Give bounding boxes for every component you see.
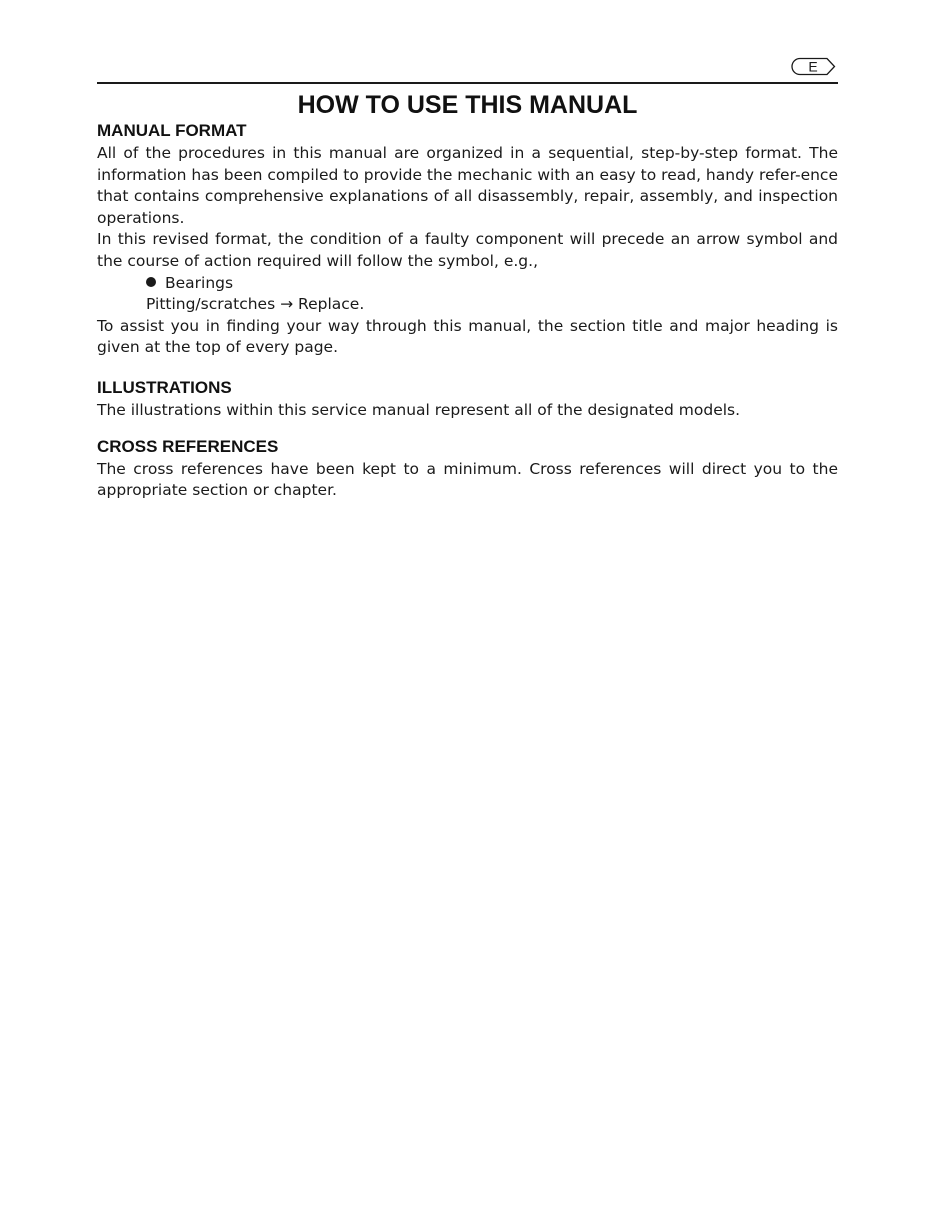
section-heading: MANUAL FORMAT (97, 121, 247, 140)
section-cross-references (97, 435, 838, 502)
language-badge (790, 57, 836, 76)
manual-content (97, 119, 838, 502)
section-heading: CROSS REFERENCES (97, 436, 279, 456)
language-badge-label: E (808, 58, 818, 75)
page-title: HOW TO USE THIS MANUAL (297, 91, 638, 119)
language-badge-outline (790, 57, 836, 76)
paragraph: The illustrations within this service manual represent all of the designated models. (97, 400, 741, 419)
paragraph: In this revised format, the condition of a faulty component will precede an arrow symbol and the course of action required will follow the symbol, e.g., (97, 230, 838, 270)
example-line: Pitting/scratches → Replace. (146, 295, 365, 314)
section-heading: ILLUSTRATIONS (97, 377, 232, 397)
paragraph: All of the procedures in this manual are organized in a sequential, step-by-step format. The information has been compiled to provide the mechanic with an easy to read, handy refer-ence that contains comprehensive explanations of all disassembly, repair, assembly, and inspection operations. (97, 144, 838, 227)
section-illustrations (97, 376, 838, 422)
section-manual-format (97, 119, 838, 359)
bullet-item (146, 273, 838, 295)
bullet-icon (146, 277, 156, 287)
bullet-text: Bearings (165, 273, 234, 292)
paragraph: To assist you in finding your way through this manual, the section title and major heading is given at the top of every page. (97, 316, 838, 357)
header-rule (97, 82, 838, 84)
paragraph: The cross references have been kept to a minimum. Cross references will direct you to the appropriate section or chapter. (97, 459, 838, 500)
